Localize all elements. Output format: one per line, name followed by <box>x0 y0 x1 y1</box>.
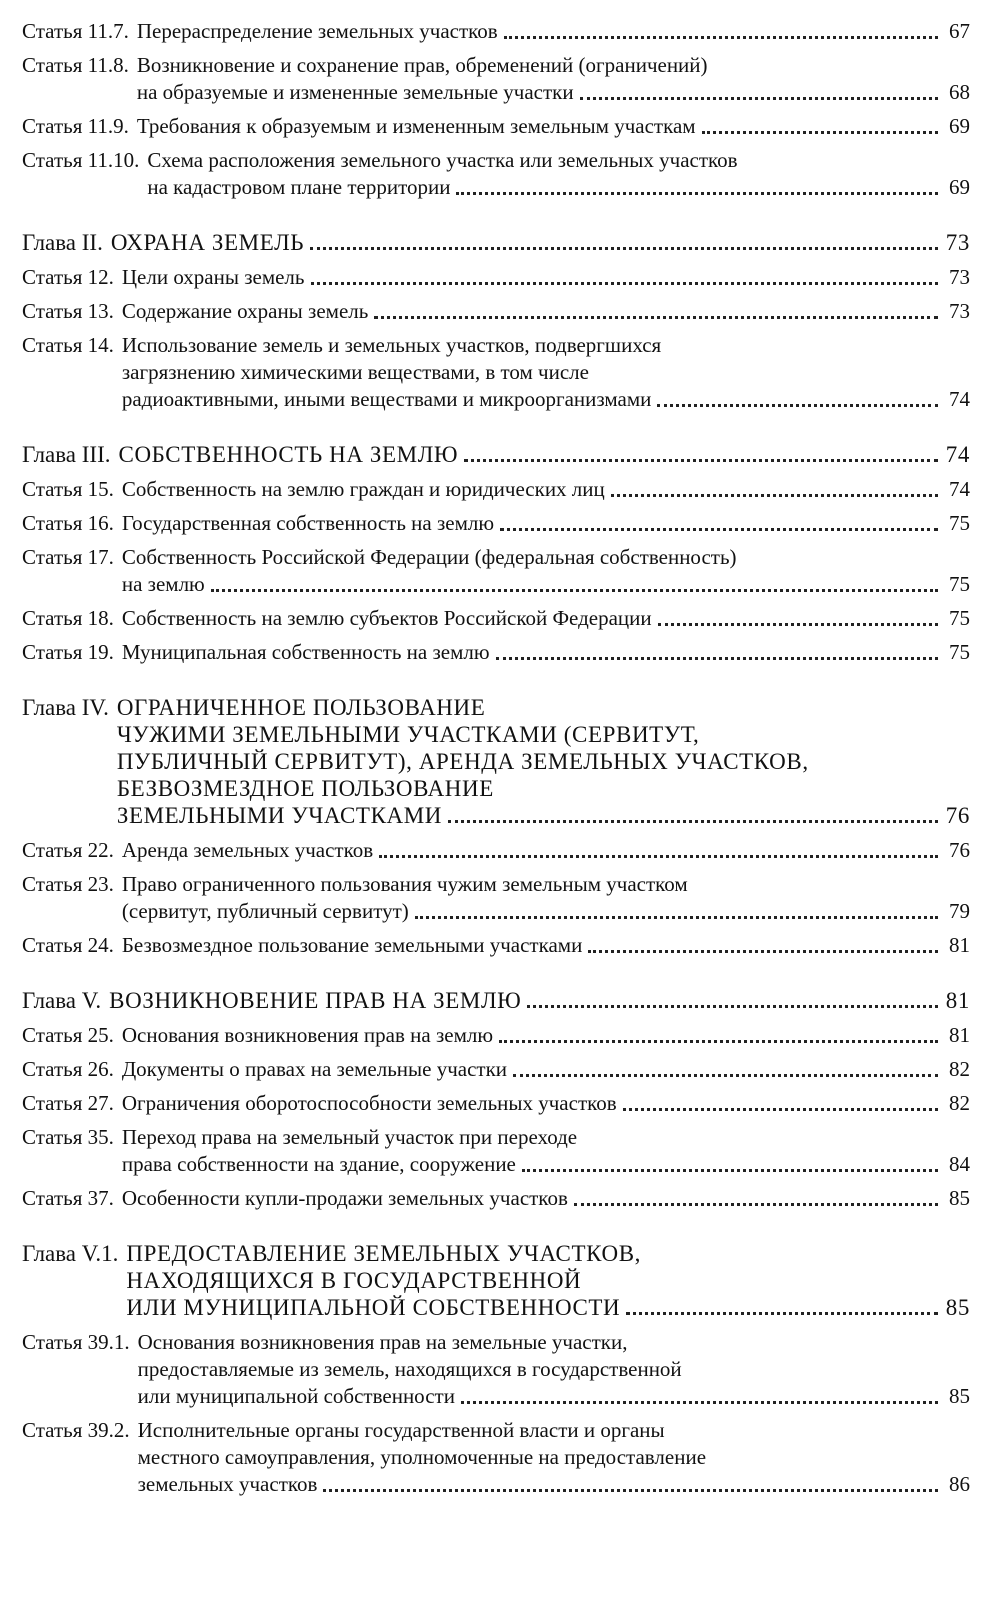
title-line: предоставляемые из земель, находящихся в государственной <box>137 1357 682 1381</box>
title-line-text: права собственности на здание, сооружение <box>121 1152 516 1176</box>
title-line-text: Аренда земельных участков <box>121 838 374 862</box>
page-number: 67 <box>949 19 970 43</box>
title-line: ПУБЛИЧНЫЙ СЕРВИТУТ), АРЕНДА ЗЕМЕЛЬНЫХ УЧАСТКОВ, <box>116 749 809 774</box>
chapter-title <box>109 987 970 1014</box>
page-number: 85 <box>949 1186 970 1210</box>
article-title <box>122 932 970 959</box>
dot-leader <box>323 1489 938 1492</box>
page-number: 74 <box>945 442 970 467</box>
title-line <box>122 1185 970 1212</box>
article-number: Статья 18. <box>22 606 114 630</box>
title-line <box>122 639 970 666</box>
title-line <box>122 476 970 503</box>
page-number: 81 <box>949 933 970 957</box>
dot-leader <box>374 316 938 319</box>
page-number: 69 <box>949 175 970 199</box>
title-line-text: на образуемые и измененные земельные участки <box>136 80 574 104</box>
dot-leader <box>496 657 938 660</box>
title-line: БЕЗВОЗМЕЗДНОЕ ПОЛЬЗОВАНИЕ <box>116 776 494 801</box>
page-number: 73 <box>949 265 970 289</box>
dot-leader <box>580 97 938 100</box>
dot-leader <box>611 494 938 497</box>
dot-leader <box>522 1169 938 1172</box>
article-title <box>122 298 970 325</box>
title-line <box>122 1151 970 1178</box>
page-number: 85 <box>949 1384 970 1408</box>
title-line <box>137 79 970 106</box>
article-number: Статья 37. <box>22 1186 114 1210</box>
toc-entry <box>22 1185 970 1212</box>
toc-entry <box>22 1124 970 1178</box>
dot-leader <box>379 855 938 858</box>
toc-section <box>22 229 970 413</box>
title-line-text: Собственность на землю граждан и юридических лиц <box>121 477 605 501</box>
title-line-text: Цели охраны земель <box>121 265 305 289</box>
title-line: Исполнительные органы государственной власти и органы <box>137 1418 665 1442</box>
toc-entry <box>22 476 970 503</box>
page-number: 81 <box>949 1023 970 1047</box>
dot-leader <box>499 1040 938 1043</box>
chapter-heading <box>22 694 970 829</box>
dot-leader <box>211 589 938 592</box>
title-line <box>137 18 970 45</box>
title-line-text: Требования к образуемым и измененным земельным участкам <box>136 114 696 138</box>
article-number: Статья 11.7. <box>22 19 129 43</box>
dot-leader <box>623 1108 938 1111</box>
title-line <box>122 898 970 925</box>
title-line-text: Перераспределение земельных участков <box>136 19 498 43</box>
article-title <box>122 332 970 413</box>
title-line: местного самоуправления, уполномоченные на предоставление <box>137 1445 707 1469</box>
dot-leader <box>574 1203 938 1206</box>
chapter-title <box>119 441 971 468</box>
title-line <box>122 1022 970 1049</box>
page-number: 84 <box>949 1152 970 1176</box>
article-title <box>138 1329 970 1410</box>
article-number: Статья 13. <box>22 299 114 323</box>
article-title <box>147 147 970 201</box>
dot-leader <box>310 247 938 250</box>
chapter-number: Глава III. <box>22 442 111 467</box>
page-number: 79 <box>949 899 970 923</box>
article-title <box>122 639 970 666</box>
title-line: Возникновение и сохранение прав, обременений (ограничений) <box>136 53 708 77</box>
chapter-heading <box>22 441 970 468</box>
article-number: Статья 11.9. <box>22 114 129 138</box>
chapter-heading <box>22 987 970 1014</box>
chapter-title <box>126 1240 970 1321</box>
article-number: Статья 16. <box>22 511 114 535</box>
title-line: ОГРАНИЧЕННОЕ ПОЛЬЗОВАНИЕ <box>116 695 486 720</box>
article-title <box>137 52 970 106</box>
title-line-text: Безвозмездное пользование земельными участками <box>121 933 583 957</box>
page-number: 81 <box>945 988 970 1013</box>
title-line-text: ВОЗНИКНОВЕНИЕ ПРАВ НА ЗЕМЛЮ <box>109 988 522 1013</box>
title-line-text: ИЛИ МУНИЦИПАЛЬНОЙ СОБСТВЕННОСТИ <box>126 1295 621 1320</box>
dot-leader <box>513 1074 938 1077</box>
title-line: Использование земель и земельных участков, подвергшихся <box>121 333 662 357</box>
toc-entry <box>22 113 970 140</box>
title-line-text: (сервитут, публичный сервитут) <box>121 899 409 923</box>
toc-entry <box>22 871 970 925</box>
page-number: 75 <box>949 572 970 596</box>
chapter-heading <box>22 229 970 256</box>
title-line <box>122 605 970 632</box>
toc-entry <box>22 1056 970 1083</box>
dot-leader <box>702 131 938 134</box>
article-number: Статья 23. <box>22 872 114 896</box>
title-line-text: радиоактивными, иными веществами и микроорганизмами <box>121 387 652 411</box>
page-number: 73 <box>945 230 970 255</box>
title-line-text: Государственная собственность на землю <box>121 511 495 535</box>
page-number: 75 <box>949 511 970 535</box>
chapter-heading <box>22 1240 970 1321</box>
title-line-text: ОХРАНА ЗЕМЕЛЬ <box>110 230 305 255</box>
article-title <box>122 544 970 598</box>
article-number: Статья 26. <box>22 1057 114 1081</box>
chapter-number: Глава V.1. <box>22 1241 119 1266</box>
title-line: Схема расположения земельного участка или земельных участков <box>147 148 738 172</box>
article-number: Статья 39.1. <box>22 1330 130 1354</box>
dot-leader <box>626 1312 938 1315</box>
title-line-text: Особенности купли-продажи земельных участков <box>121 1186 568 1210</box>
title-line <box>137 113 970 140</box>
title-line <box>122 932 970 959</box>
title-line <box>122 571 970 598</box>
article-title <box>122 837 970 864</box>
title-line <box>122 1056 970 1083</box>
title-line <box>147 174 970 201</box>
chapter-number: Глава V. <box>22 988 102 1013</box>
dot-leader <box>311 282 939 285</box>
title-line: Переход права на земельный участок при переходе <box>121 1125 578 1149</box>
title-line-text: ЗЕМЕЛЬНЫМИ УЧАСТКАМИ <box>116 803 442 828</box>
page-number: 68 <box>949 80 970 104</box>
chapter-title <box>111 229 970 256</box>
dot-leader <box>461 1401 938 1404</box>
page-number: 73 <box>949 299 970 323</box>
toc-entry <box>22 18 970 45</box>
article-title <box>122 1124 970 1178</box>
article-title <box>122 1056 970 1083</box>
dot-leader <box>456 192 938 195</box>
toc-entry <box>22 605 970 632</box>
title-line-text: на кадастровом плане территории <box>147 175 451 199</box>
page-number: 76 <box>949 838 970 862</box>
article-number: Статья 12. <box>22 265 114 289</box>
dot-leader <box>658 623 938 626</box>
title-line-text: на землю <box>121 572 205 596</box>
toc-section <box>22 1240 970 1498</box>
title-line: Собственность Российской Федерации (федеральная собственность) <box>121 545 737 569</box>
title-line <box>122 298 970 325</box>
article-title <box>122 605 970 632</box>
title-line-text: Документы о правах на земельные участки <box>121 1057 508 1081</box>
title-line-text: Муниципальная собственность на землю <box>121 640 490 664</box>
toc-section <box>22 18 970 201</box>
title-line: ЧУЖИМИ ЗЕМЕЛЬНЫМИ УЧАСТКАМИ (СЕРВИТУТ, <box>116 722 700 747</box>
title-line: ПРЕДОСТАВЛЕНИЕ ЗЕМЕЛЬНЫХ УЧАСТКОВ, <box>126 1241 641 1266</box>
dot-leader <box>415 916 938 919</box>
chapter-number: Глава II. <box>22 230 103 255</box>
article-title <box>122 1022 970 1049</box>
page-number: 85 <box>945 1295 970 1320</box>
article-number: Статья 39.2. <box>22 1418 130 1442</box>
title-line <box>126 1294 970 1321</box>
title-line <box>122 1090 970 1117</box>
page-number: 82 <box>949 1057 970 1081</box>
toc-entry <box>22 1417 970 1498</box>
article-number: Статья 24. <box>22 933 114 957</box>
dot-leader <box>500 528 938 531</box>
chapter-title <box>117 694 970 829</box>
title-line <box>117 802 970 829</box>
toc-section <box>22 694 970 959</box>
dot-leader <box>448 820 938 823</box>
toc-entry <box>22 1022 970 1049</box>
page-number: 74 <box>949 477 970 501</box>
dot-leader <box>464 459 938 462</box>
title-line <box>122 386 970 413</box>
toc-entry <box>22 264 970 291</box>
page-number: 82 <box>949 1091 970 1115</box>
title-line-text: Содержание охраны земель <box>121 299 369 323</box>
chapter-number: Глава IV. <box>22 695 109 720</box>
title-line <box>138 1471 970 1498</box>
page-number: 75 <box>949 606 970 630</box>
article-number: Статья 17. <box>22 545 114 569</box>
toc-entry <box>22 1090 970 1117</box>
page-number: 69 <box>949 114 970 138</box>
article-title <box>122 1185 970 1212</box>
title-line: Основания возникновения прав на земельные участки, <box>137 1330 628 1354</box>
title-line: Право ограниченного пользования чужим земельным участком <box>121 872 688 896</box>
article-title <box>122 510 970 537</box>
toc-entry <box>22 639 970 666</box>
toc-entry <box>22 332 970 413</box>
page-number: 86 <box>949 1472 970 1496</box>
dot-leader <box>657 404 938 407</box>
title-line-text: СОБСТВЕННОСТЬ НА ЗЕМЛЮ <box>118 442 459 467</box>
article-title <box>137 113 970 140</box>
toc-section <box>22 441 970 666</box>
title-line <box>111 229 970 256</box>
article-number: Статья 19. <box>22 640 114 664</box>
toc-entry <box>22 544 970 598</box>
title-line <box>138 1383 970 1410</box>
article-title <box>137 18 970 45</box>
article-number: Статья 22. <box>22 838 114 862</box>
title-line-text: земельных участков <box>137 1472 318 1496</box>
toc-entry <box>22 147 970 201</box>
toc-entry <box>22 932 970 959</box>
article-number: Статья 27. <box>22 1091 114 1115</box>
title-line: загрязнению химическими веществами, в том числе <box>121 360 589 384</box>
toc-entry <box>22 837 970 864</box>
article-title <box>122 476 970 503</box>
title-line <box>109 987 970 1014</box>
article-title <box>122 1090 970 1117</box>
article-number: Статья 11.10. <box>22 148 140 172</box>
title-line-text: Основания возникновения прав на землю <box>121 1023 494 1047</box>
toc-section <box>22 987 970 1212</box>
article-number: Статья 35. <box>22 1125 114 1149</box>
title-line <box>119 441 971 468</box>
page-number: 75 <box>949 640 970 664</box>
toc-entry <box>22 298 970 325</box>
toc-entry <box>22 510 970 537</box>
title-line-text: или муниципальной собственности <box>137 1384 455 1408</box>
toc-entry <box>22 1329 970 1410</box>
dot-leader <box>588 950 938 953</box>
article-title <box>122 264 970 291</box>
title-line-text: Собственность на землю субъектов Российской Федерации <box>121 606 652 630</box>
title-line <box>122 837 970 864</box>
article-number: Статья 14. <box>22 333 114 357</box>
title-line <box>122 510 970 537</box>
page-number: 76 <box>945 803 970 828</box>
article-number: Статья 11.8. <box>22 53 129 77</box>
article-title <box>138 1417 970 1498</box>
article-title <box>122 871 970 925</box>
toc-entry <box>22 52 970 106</box>
title-line <box>122 264 970 291</box>
title-line: НАХОДЯЩИХСЯ В ГОСУДАРСТВЕННОЙ <box>126 1268 582 1293</box>
page-number: 74 <box>949 387 970 411</box>
article-number: Статья 25. <box>22 1023 114 1047</box>
dot-leader <box>527 1005 938 1008</box>
title-line-text: Ограничения оборотоспособности земельных участков <box>121 1091 617 1115</box>
dot-leader <box>504 36 938 39</box>
article-number: Статья 15. <box>22 477 114 501</box>
